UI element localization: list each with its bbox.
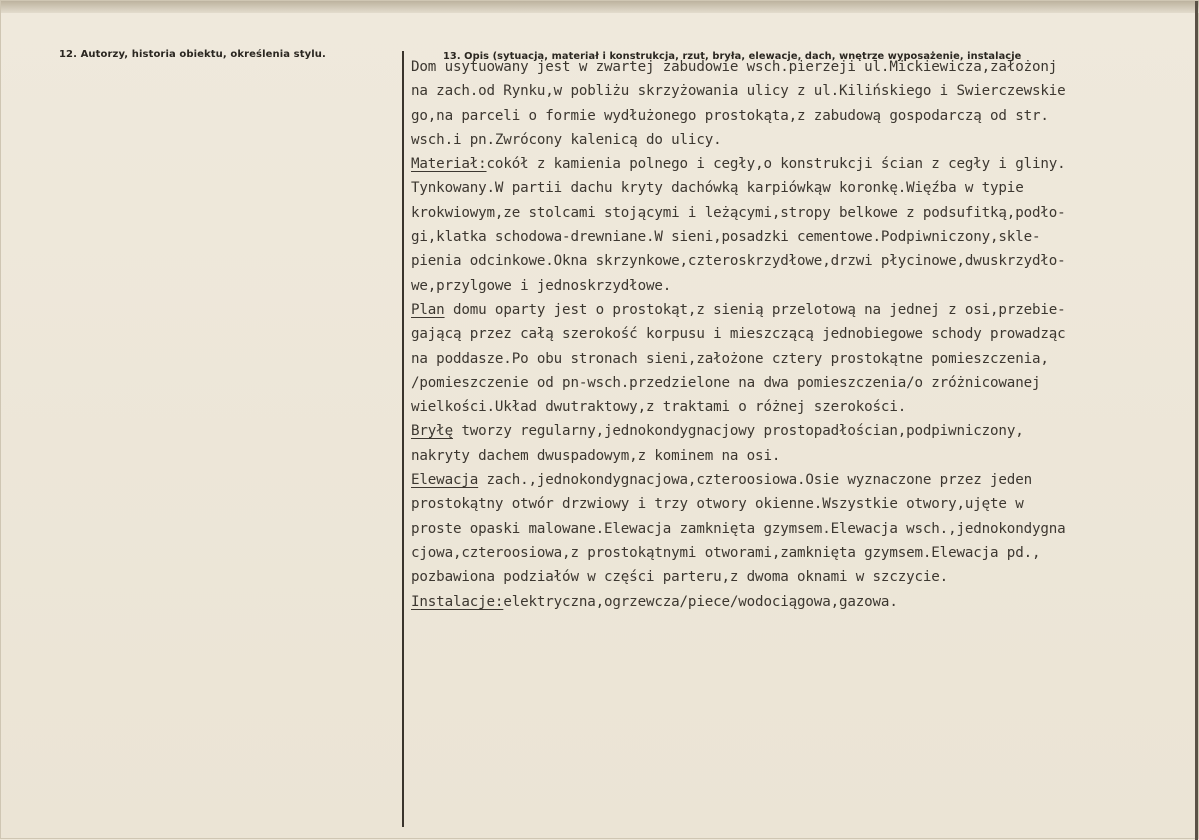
sheet-top-edge (1, 1, 1199, 13)
typed-line (411, 371, 1193, 395)
section-13-typed-text (411, 55, 1193, 614)
typed-line-text: gającą przez całą szerokość korpusu i mieszczącą jednobiegowe schody prowadząc (411, 326, 1066, 343)
typed-line (411, 274, 1193, 298)
typed-line (411, 517, 1193, 541)
typed-line (411, 201, 1193, 225)
typed-line-text: gi,klatka schodowa-drewniane.W sieni,posadzki cementowe.Podpiwniczony,skle- (411, 229, 1041, 246)
typed-line-text: cokół z kamienia polnego i cegły,o konstrukcji ścian z cegły i gliny. (486, 156, 1066, 173)
typed-line-text: Dom usytuowany jest w zwartej zabudowie wsch.pierzeji ul.Mickiewicza,założonj (411, 59, 1058, 75)
typed-line (411, 468, 1193, 492)
typed-line (411, 176, 1193, 200)
section-keyword: Plan (411, 301, 445, 318)
typed-line-text: wielkości.Układ dwutraktowy,z traktami o różnej szerokości. (411, 399, 907, 416)
typed-line-text: zach.,jednokondygnacjowa,czteroosiowa.Osie wyznaczone przez jeden (478, 472, 1032, 489)
sheet-right-edge (1195, 1, 1198, 840)
section-13-heading: 13. Opis (sytuacja, materiał i konstrukcja, rzut, bryła, elewacje, dach, wnętrze wyposażenie, instalacje (443, 51, 1022, 62)
typed-line (411, 152, 1193, 176)
typed-line-text: wsch.i pn.Zwrócony kalenicą do ulicy. (411, 131, 722, 148)
typed-line (411, 225, 1193, 249)
typed-line (411, 249, 1193, 273)
typed-line-text: /pomieszczenie od pn-wsch.przedzielone na dwa pomieszczenia/o zróżnicowanej (411, 374, 1041, 391)
typed-line (411, 419, 1193, 443)
typed-line-text: na poddasze.Po obu stronach sieni,założone cztery prostokątne pomieszczenia, (411, 350, 1049, 367)
section-keyword: Elewacja (411, 472, 479, 489)
typed-line-text: elektryczna,ogrzewcza/piece/wodociągowa,gazowa. (503, 593, 898, 610)
typed-line (411, 565, 1193, 589)
typed-line (411, 347, 1193, 371)
typed-line-text: domu oparty jest o prostokąt,z sienią przelotową na jednej z osi,przebie- (444, 301, 1066, 318)
section-keyword: Materiał: (411, 156, 487, 173)
typed-line (411, 444, 1193, 468)
typed-line (411, 395, 1193, 419)
typed-line-text: we,przylgowe i jednoskrzydłowe. (411, 277, 672, 294)
typed-line (411, 298, 1193, 322)
typed-line-text: nakryty dachem dwuspadowym,z kominem na osi. (411, 447, 781, 464)
typed-line-text: krokwiowym,ze stolcami stojącymi i leżącymi,stropy belkowe z podsufitką,podło- (411, 204, 1066, 221)
section-keyword: Instalacje: (411, 593, 504, 610)
typed-line (411, 541, 1193, 565)
section-keyword: Bryłę (411, 423, 453, 440)
typed-line-text: pozbawiona podziałów w części parteru,z dwoma oknami w szczycie. (411, 569, 949, 586)
typed-line-text: na zach.od Rynku,w pobliżu skrzyżowania ulicy z ul.Kilińskiego i Swierczewskie (411, 83, 1066, 100)
typed-line (411, 104, 1193, 128)
typed-line (411, 492, 1193, 516)
column-divider (402, 51, 404, 827)
typed-line (411, 128, 1193, 152)
typed-line-text: go,na parceli o formie wydłużonego prostokąta,z zabudową gospodarczą od str. (411, 107, 1049, 124)
typed-line-text: cjowa,czteroosiowa,z prostokątnymi otworami,zamknięta gzymsem.Elewacja pd., (411, 544, 1041, 561)
typed-line (411, 79, 1193, 103)
typed-line-text: prostokątny otwór drzwiowy i trzy otwory okienne.Wszystkie otwory,ujęte w (411, 496, 1024, 513)
typed-line (411, 590, 1193, 614)
typed-line (411, 55, 1193, 79)
typed-line (411, 322, 1193, 346)
typed-line-text: pienia odcinkowe.Okna skrzynkowe,czteroskrzydłowe,drzwi płycinowe,dwuskrzydło- (411, 253, 1066, 270)
typed-line-text: tworzy regularny,jednokondygnacjowy prostopadłościan,podpiwniczony, (452, 423, 1024, 440)
section-12-heading: 12. Autorzy, historia obiektu, określenia stylu. (59, 49, 326, 60)
typed-line-text: proste opaski malowane.Elewacja zamknięta gzymsem.Elewacja wsch.,jednokondygna (411, 520, 1066, 537)
typed-line-text: Tynkowany.W partii dachu kryty dachówką karpiówkąw koronkę.Więźba w typie (411, 180, 1024, 197)
